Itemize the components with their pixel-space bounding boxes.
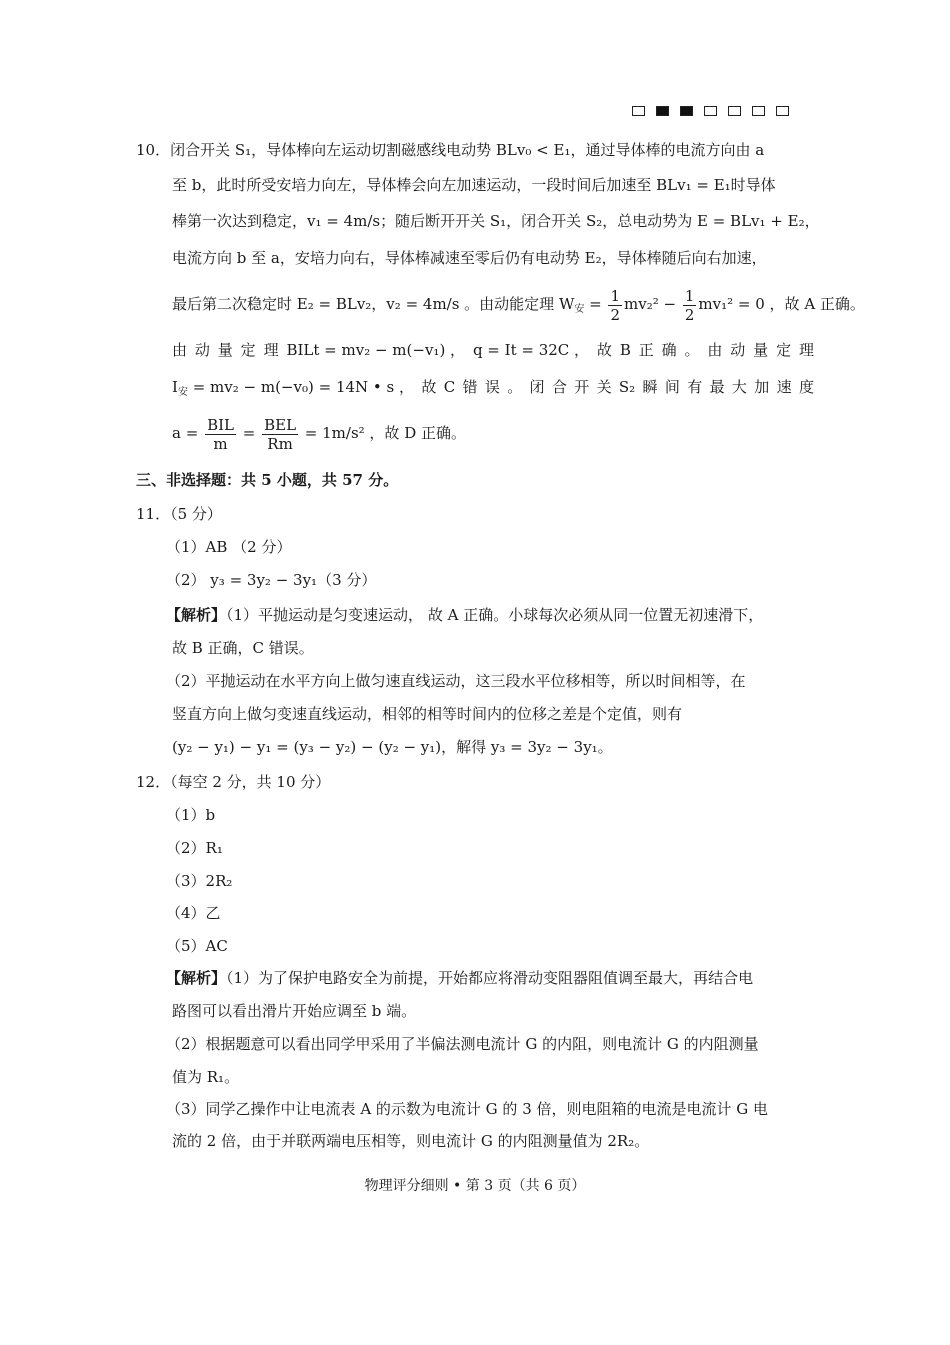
q10-line-6	[172, 340, 814, 360]
text-token: 。	[507, 378, 523, 396]
q12-explanation-6: 流的 2 倍，由于并联两端电压相等，则电流计 G 的内阻测量值为 2R₂。	[172, 1132, 650, 1150]
q10-line-8-b: = 1m/s² ，故 D 正确。	[300, 424, 466, 442]
text-token: 最	[709, 378, 725, 396]
q12-answer-2: （2）R₁	[166, 839, 223, 857]
q11-explanation-5: (y₂ − y₁) − y₁ = (y₃ − y₂) − (y₂ − y₁)，解得 y₃ = 3y₂ − 3y₁。	[172, 738, 613, 756]
text-token: 关	[596, 378, 612, 396]
q10-line-8-a: a =	[172, 424, 204, 442]
q11-explanation-3: （2）平抛运动在水平方向上做匀速直线运动，这三段水平位移相等，所以时间相等，在	[166, 672, 746, 690]
text-token: C	[443, 378, 456, 396]
q12-explanation-3: （2）根据题意可以看出同学甲采用了半偏法测电流计 G 的内阻，则电流计 G 的内阻测量	[166, 1035, 759, 1053]
frac-den: Rm	[267, 434, 293, 453]
q10-line-1: 10．闭合开关 S₁，导体棒向左运动切割磁感线电动势 BLv₀ < E₁，通过导体棒的电流方向由 a	[136, 141, 765, 159]
explanation-text: （1）为了保护电路安全为前提，开始都应将滑动变阻器阻值调至最大，再结合电	[226, 969, 754, 987]
q10-line-8-eq: =	[237, 424, 261, 442]
impulse-expression: $I_安 = mv_2 - m(-v_0) = 14N$ • s ，	[172, 378, 415, 398]
progress-box	[752, 106, 765, 116]
progress-box	[728, 106, 741, 116]
q10-line-5-e: mv₁² = 0 ，故 A 正确。	[698, 295, 865, 313]
text-token: 定	[240, 341, 256, 359]
text-token: S₂	[618, 378, 636, 396]
progress-box	[632, 106, 645, 116]
q12-heading: 12．（每空 2 分，共 10 分）	[136, 773, 331, 791]
q12-explanation-2: 路图可以看出滑片开始应调至 b 端。	[172, 1002, 417, 1020]
q10-line-4: 电流方向 b 至 a，安培力向右，导体棒减速至零后仍有电动势 E₂，导体棒随后向右加速，	[172, 249, 767, 267]
text-token: 开	[574, 378, 590, 396]
progress-box	[704, 106, 717, 116]
progress-box	[656, 106, 669, 116]
text-token: 误	[484, 378, 500, 396]
q12-explanation-1	[166, 968, 753, 988]
q10-line-7	[172, 377, 814, 403]
q11-heading: 11．（5 分）	[136, 505, 222, 523]
fraction-bel-rm	[262, 416, 298, 453]
text-token: q = It = 32C ，	[472, 341, 590, 359]
text-token: 速	[776, 378, 792, 396]
text-token: 量	[217, 341, 233, 359]
text-token: 故	[596, 341, 612, 359]
text-token: 故	[421, 378, 437, 396]
text-token: 确	[661, 341, 677, 359]
text-token: 大	[731, 378, 747, 396]
q12-answer-5: （5）AC	[166, 937, 228, 955]
text-token: 理	[798, 341, 814, 359]
text-token: 理	[263, 341, 279, 359]
frac-num: BEL	[264, 415, 297, 434]
text-token: 闭	[529, 378, 545, 396]
text-token: B	[619, 341, 631, 359]
text-token: 由	[172, 341, 188, 359]
page-footer: 物理评分细则 • 第 3 页（共 6 页）	[364, 1178, 586, 1194]
frac-den: 2	[684, 305, 695, 324]
text-token: 正	[638, 341, 654, 359]
frac-num: BIL	[207, 415, 234, 434]
q10-line-2: 至 b，此时所受安培力向左，导体棒会向左加速运动，一段时间后加速至 BLv₁ = E₁时导体	[172, 176, 776, 194]
q12-explanation-4: 值为 R₁。	[172, 1068, 240, 1086]
fraction-half-2	[683, 287, 697, 324]
text-token: 由	[707, 341, 723, 359]
fraction-bil-m	[205, 416, 236, 453]
q11-answer-2: （2） y₃ = 3y₂ − 3y₁（3 分）	[166, 571, 377, 589]
q12-explanation-5: （3）同学乙操作中让电流表 A 的示数为电流计 G 的 3 倍，则电阻箱的电流是电流计 G 电	[166, 1100, 769, 1118]
text-token: 。	[684, 341, 700, 359]
q11-explanation-1	[166, 605, 763, 625]
q10-line-5-a: 最后第二次稳定时 E₂ = BLv₂，v₂ = 4m/s 。由动能定理 W	[172, 295, 575, 313]
text-token: 错	[462, 378, 478, 396]
progress-indicator	[632, 106, 789, 116]
q11-explanation-4: 竖直方向上做匀变速直线运动，相邻的相等时间内的位移之差是个定值，则有	[172, 705, 683, 723]
frac-num: 1	[684, 286, 695, 305]
q10-line-8	[172, 412, 466, 454]
text-token: 有	[687, 378, 703, 396]
explanation-text: （1）平抛运动是匀变速运动， 故 A 正确。小球每次必须从同一位置无初速滑下，	[226, 606, 764, 624]
text-token: 定	[776, 341, 792, 359]
explanation-tag: 【解析】	[166, 969, 227, 987]
text-token: 加	[754, 378, 770, 396]
text-token: 量	[753, 341, 769, 359]
q10-line-5-eq: =	[584, 295, 607, 313]
progress-box	[680, 106, 693, 116]
q10-line-5-d: mv₂² −	[624, 295, 681, 313]
fraction-half-1	[608, 287, 622, 324]
text-token: 间	[664, 378, 680, 396]
frac-den: m	[213, 434, 228, 453]
section-heading: 三、非选择题：共 5 小题，共 57 分。	[136, 471, 399, 489]
text-token: 度	[798, 378, 814, 396]
q10-line-5	[172, 284, 865, 330]
explanation-tag: 【解析】	[166, 606, 227, 624]
q11-answer-1: （1）AB （2 分）	[166, 538, 292, 556]
text-token: 动	[730, 341, 746, 359]
text-token: 动	[194, 341, 210, 359]
text-token: 合	[551, 378, 567, 396]
q10-line-5-sub: 安	[574, 304, 585, 315]
progress-box	[776, 106, 789, 116]
text-token: 瞬	[642, 378, 658, 396]
q11-explanation-2: 故 B 正确，C 错误。	[172, 639, 314, 657]
q12-answer-4: （4）乙	[166, 904, 221, 922]
q12-answer-1: （1）b	[166, 806, 216, 824]
text-token: BILt = mv₂ − m(−v₁) ，	[286, 341, 466, 359]
frac-num: 1	[610, 286, 621, 305]
q10-line-3: 棒第一次达到稳定，v₁ = 4m/s；随后断开开关 S₁，闭合开关 S₂，总电动势为 E = BLv₁ + E₂，	[172, 212, 820, 230]
frac-den: 2	[610, 305, 621, 324]
q12-answer-3: （3）2R₂	[166, 872, 233, 890]
